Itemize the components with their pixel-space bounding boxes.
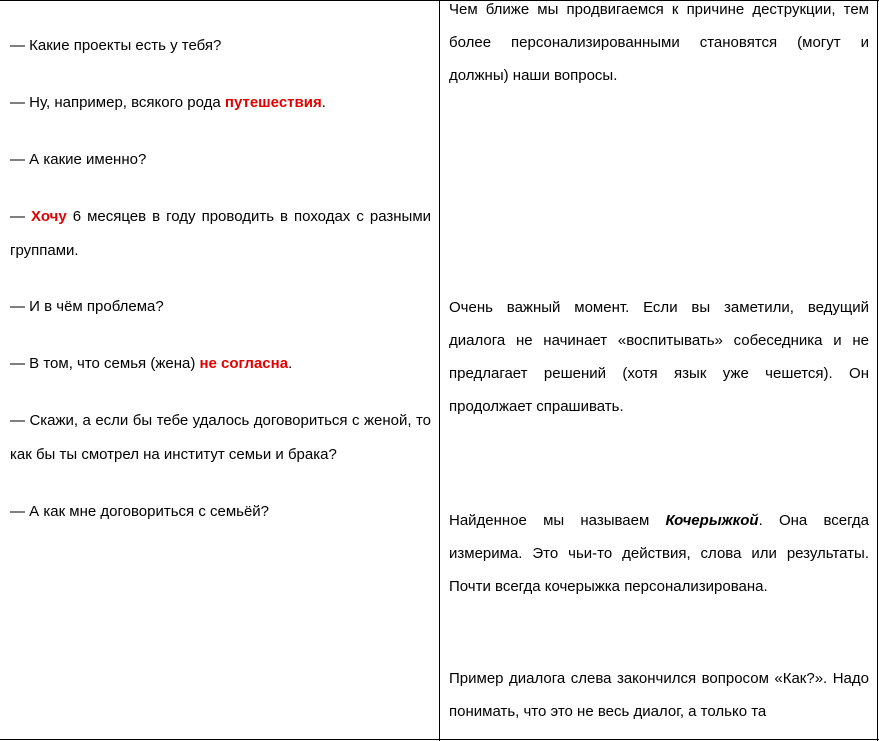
dialogue-line-5: — И в чём проблема? bbox=[10, 298, 164, 315]
highlight-word: путешествия bbox=[224, 94, 322, 111]
dialogue-line-8: — А как мне договориться с семьёй? bbox=[10, 503, 270, 520]
dialogue-line-6: — В том, что семья (жена) не согласна. bbox=[10, 355, 293, 372]
commentary-block-4: Пример диалога слева закончился вопросом «Как?». Надо понимать, что это не весь диалог, а только та bbox=[449, 670, 869, 720]
key-term: Кочерыжкой bbox=[665, 512, 759, 529]
commentary-block-3: Найденное мы называем Кочерыжкой. Она всегда измерима. Это чьи-то действия, слова или результаты. Почти всегда кочерыжка персонализирована. bbox=[449, 512, 869, 595]
dialogue-line-4: — Хочу 6 месяцев в году проводить в походах с разными группами. bbox=[10, 208, 432, 259]
column-divider bbox=[439, 1, 440, 741]
highlight-word: не согласна bbox=[199, 355, 289, 372]
dialogue-line-2: — Ну, например, всякого рода путешествия. bbox=[10, 94, 326, 111]
highlight-word: Хочу bbox=[31, 208, 67, 225]
dialogue-line-1: — Какие проекты есть у тебя? bbox=[10, 37, 222, 54]
commentary-block-1: Чем ближе мы продвигаемся к причине деструкции, тем более персонализированными становятся (могут и должны) наши вопросы. bbox=[449, 1, 869, 84]
table-right-border bbox=[877, 1, 878, 741]
dialogue-column bbox=[0, 1, 439, 552]
dialogue-line-3: — А какие именно? bbox=[10, 151, 147, 168]
dialogue-line-7: — Скажи, а если бы тебе удалось договориться с женой, то как бы ты смотрел на институт семьи и брака? bbox=[10, 412, 431, 463]
commentary-block-2: Очень важный момент. Если вы заметили, ведущий диалога не начинает «воспитывать» собеседника и не предлагает решений (хотя язык уже чешется). Он продолжает спрашивать. bbox=[449, 299, 869, 415]
